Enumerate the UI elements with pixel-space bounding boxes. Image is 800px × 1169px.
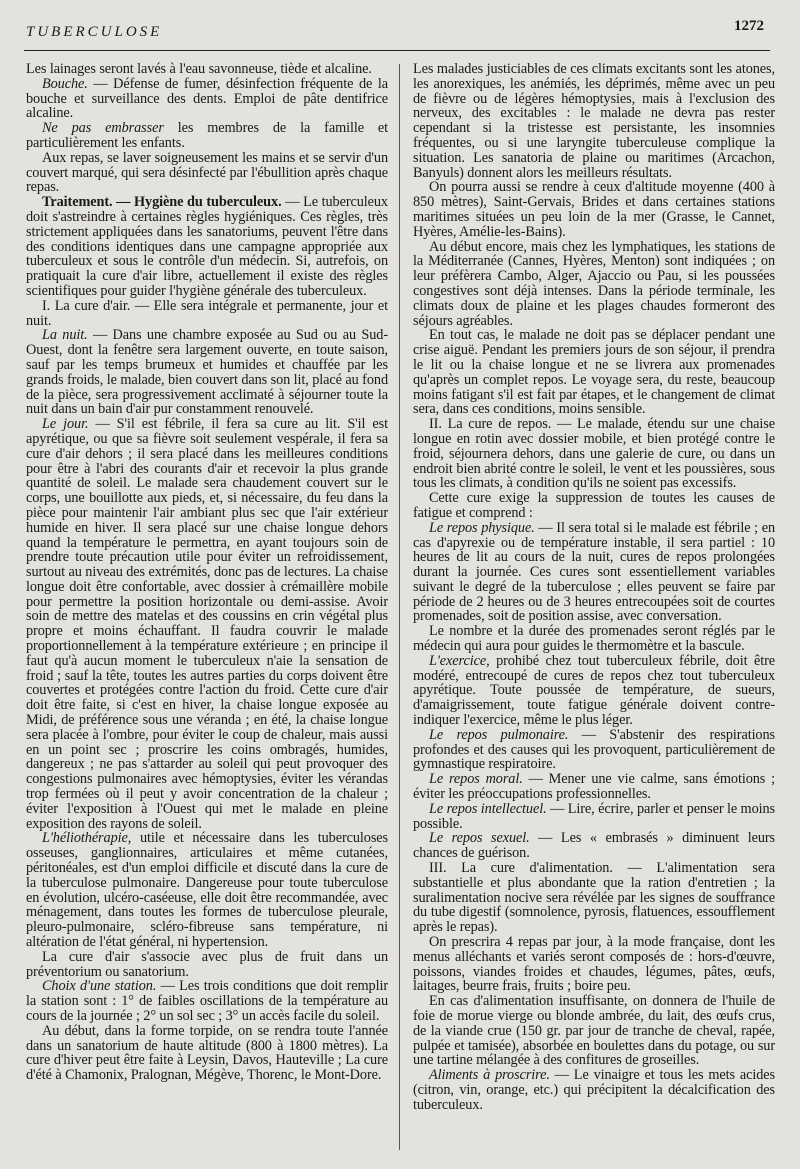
paragraph-lead: Choix d'une station. xyxy=(42,978,157,995)
paragraph-text: les membres de la famille et particulièrement les enfants. xyxy=(26,120,388,151)
section-heading: Traitement. — Hygiène du tuberculeux. xyxy=(42,194,282,211)
paragraph-text: I. La cure d'air. — Elle sera intégrale et permanente, jour et nuit. xyxy=(26,297,388,329)
paragraph-lead: L'héliothérapie, xyxy=(42,830,132,847)
paragraph xyxy=(26,62,388,77)
running-head: TUBERCULOSE xyxy=(26,24,163,40)
paragraph-text: — Défense de fumer, désinfection fréquente de la bouche et surveillance des dents. Emploi de pâte dentifrice alcaline. xyxy=(26,75,388,122)
right-column xyxy=(413,62,775,1113)
column-divider xyxy=(399,64,400,1150)
paragraph-text: prohibé chez tout tuberculeux fébrile, doit être modéré, entrecoupé de cures de repos chez tout tuberculeux apyrétique. Toute poussée de température, de sueurs, d'amaigrissement, toute fatigue générale doivent contre-indiquer l'exercice, même le plus léger. xyxy=(413,652,775,729)
paragraph xyxy=(413,654,775,728)
paragraph-lead: Le repos physique. xyxy=(429,519,535,536)
paragraph-text: — Le vinaigre et tous les mets acides (citron, vin, orange, etc.) qui précipitent la décalcification des tuberculeux. xyxy=(413,1067,775,1113)
paragraph-text: — Lire, écrire, parler et penser le moins possible. xyxy=(413,800,775,832)
paragraph-text: — Dans une chambre exposée au Sud ou au Sud-Ouest, dont la fenêtre sera largement ouverte, en toute saison, sauf par les temps brumeux et humides et chauffée par les grands froids, le malade, bien couvert dans son lit, placé au fond de la pièce, sera progressivement acclimaté à séjourner toute la nuit dans un bain d'air pur constamment renouvelé. xyxy=(26,327,388,418)
paragraph-lead: Le jour. xyxy=(42,416,89,433)
paragraph-lead: Le repos pulmonaire. xyxy=(429,726,569,743)
paragraph xyxy=(26,151,388,195)
left-column xyxy=(26,62,388,1083)
paragraph-lead: Le repos moral. xyxy=(429,771,523,788)
paragraph-text: On pourra aussi se rendre à ceux d'altitude moyenne (400 à 850 mètres), Saint-Gervais, Brides et dans certaines stations maritimes situées un peu loin de la mer (Grasse, le Cannet, Hyères, Amélie-les-Bains). xyxy=(413,179,775,240)
paragraph xyxy=(26,1024,388,1083)
paragraph-text: — Les « embrasés » diminuent leurs chances de guérison. xyxy=(413,830,776,862)
paragraph-text: III. La cure d'alimentation. — L'alimentation sera substantielle et plus abondante que la ration d'entretien ; la suralimentation nocive sera révélée par les signes de souffrance du tube digestif (somnolence, pyrosis, flatuences, essoufflement après le repas). xyxy=(413,860,775,936)
paragraph xyxy=(413,240,775,329)
paragraph-text: — S'abstenir des respirations profondes et des causes qui les provoquent, particulièrement de gymnastique respiratoire. xyxy=(413,726,775,773)
paragraph-text: Au début encore, mais chez les lymphatiques, les stations de la Méditerranée (Cannes, Hyères, Menton) sont indiquées ; on leur préfèrera Cambo, Alger, Ajaccio ou Pau, si les poussées congestives sont déjà intenses. Dans la période terminale, les climats doux de plaine et les plages chaudes formeront des séjours agréables. xyxy=(413,238,775,329)
paragraph xyxy=(26,121,388,151)
paragraph-lead: L'exercice, xyxy=(429,652,490,669)
paragraph xyxy=(26,195,388,299)
paragraph-text: Au début, dans la forme torpide, on se rendra toute l'année dans un sanatorium de haute altitude (800 à 1800 mètres). La cure d'hiver peut être faite à Leysin, Davos, Hauteville ; La cure d'été à Chamonix, Pralognan, Mégève, Thorenc, le Mont-Dore. xyxy=(26,1022,388,1084)
paragraph xyxy=(26,950,388,980)
paragraph-lead: La nuit. xyxy=(42,327,88,344)
paragraph xyxy=(413,62,775,180)
paragraph-text: Les lainages seront lavés à l'eau savonneuse, tiède et alcaline. xyxy=(26,61,372,77)
paragraph xyxy=(413,521,775,625)
paragraph-lead: Le repos sexuel. xyxy=(429,830,530,847)
paragraph xyxy=(413,417,775,491)
paragraph xyxy=(413,935,775,994)
paragraph xyxy=(413,328,775,417)
paragraph xyxy=(413,802,775,832)
paragraph-text: En cas d'alimentation insuffisante, on donnera de l'huile de foie de morue vierge ou blonde ambrée, du lait, des œufs crus, de la viande crue (150 gr. par jour de tranche de cheval, rapée, pulpée et tamisée), absorbée en boulettes dans du potage, ou sur une tartine mélangée à des confitures de groseilles. xyxy=(413,993,775,1069)
paragraph xyxy=(26,979,388,1023)
paragraph-text: — Mener une vie calme, sans émotions ; éviter les préoccupations professionnelles. xyxy=(413,771,775,803)
paragraph xyxy=(413,994,775,1068)
paragraph xyxy=(413,1068,775,1112)
paragraph xyxy=(26,417,388,831)
paragraph xyxy=(413,624,775,654)
paragraph-text: — Il sera total si le malade est fébrile ; en cas d'apyrexie ou de température instable, il sera partiel : 10 heures de lit au cours de la nuit, cures de repos prolongées durant la journée. Ces cures sont essentiellement variables suivant le degré de la tuberculose ; elles peuvent se faire par période de 2 heures ou de 3 heures entrecoupées soit de courtes promenades, soit de position assise, avec conversation. xyxy=(413,519,776,625)
paragraph xyxy=(26,831,388,949)
paragraph-text: II. La cure de repos. — Le malade, étendu sur une chaise longue en rotin avec dossier mobile, et bien protégé contre le froid, séjournera dehors, dans une galerie de cure, ou dans un endroit bien abrité contre le soleil, le vent et les poussières, sous tous les climats, à condition qu'ils ne soient pas excessifs. xyxy=(413,416,775,492)
paragraph-text: Cette cure exige la suppression de toutes les causes de fatigue et comprend : xyxy=(413,490,775,521)
paragraph xyxy=(413,728,775,772)
paragraph-text: — S'il est fébrile, il fera sa cure au lit. S'il est apyrétique, ou que sa fièvre soit seulement vespérale, il fera sa cure d'air dehors ; il sera placé dans les meilleures conditions pour être à l'abri des courants d'air et recevoir la plus grande quantité de soleil. Le malade sera chaudement couvert sur le corps, une bouillotte aux pieds, et, si nécessaire, du feu dans la pièce pour maintenir l'air ambiant plus sec que l'air extérieur humide en hiver. Il sera placé sur une chaise longue dehors quand la température le permettra, en ayant toujours soin de prendre toute précaution utile pour éviter un refroidissement, surtout au niveau des extrémités, donc pas de lectures. La chaise longue doit être confortable, avec dossier à crémaillère mobile pour permettre la position horizontale ou demi-assise. Avoir soin de mettre des matelas et des coussins en crin végétal plus propre et moins échauffant. Il faudra couvrir le malade proportionnellement à la température extérieure ; en principe il faut qu'à aucun moment le tuberculeux n'aie la sensation de froid ; sauf la tête, toutes les autres parties du corps doivent être couvertes et protégées contre l'action du froid. Cette cure d'air doit être faite, si c'est en hiver, la chaise longue exposée au Midi, de préférence sous une véranda ; en été, la chaise longue sera placée à l'ombre, pour éviter le coup de chaleur, mais aussi en un point sec ; proscrire les coins ombragés, humides, dangereux ; ne pas s'attarder au soleil qui peut provoquer des congestions pulmonaires avec hémoptysies, éviter les vérandas trop fermées où il peut y avoir concentration de la chaleur ; éviter l'exposition à l'Ouest qui met le malade en pleine exposition des rayons de soleil. xyxy=(26,416,388,832)
paragraph-lead: Ne pas embrasser xyxy=(42,120,164,137)
paragraph xyxy=(413,772,775,802)
paragraph xyxy=(26,299,388,329)
paragraph xyxy=(413,861,775,935)
paragraph-text: — Le tuberculeux doit s'astreindre à certaines règles hygiéniques. Ces règles, très strictement appliquées dans les sanatoriums, peuvent l'être dans des conditions identiques dans une campagne appropriée aux tuberculeux et sous le contrôle d'un médecin. Si, autrefois, on pratiquait la cure d'air libre, actuellement il existe des règles scientifiques pour guider l'hygiène générale des tuberculeux. xyxy=(26,194,388,299)
paragraph-text: — Les trois conditions que doit remplir la station sont : 1° de faibles oscillations de la température au cours de la journée ; 2° un sol sec ; 3° un accès facile du soleil. xyxy=(26,978,388,1024)
paragraph-lead: Aliments à proscrire. xyxy=(429,1067,550,1084)
paragraph xyxy=(413,491,775,521)
page-number: 1272 xyxy=(734,18,764,34)
paragraph-text: Le nombre et la durée des promenades seront réglés par le médecin qui aura pour guides le thermomètre et la bascule. xyxy=(413,623,775,655)
paragraph-text: La cure d'air s'associe avec plus de fruit dans un préventorium ou sanatorium. xyxy=(26,948,388,980)
paragraph-text: On prescrira 4 repas par jour, à la mode française, dont les menus alléchants et variés seront composés de : hors-d'œuvre, poissons, viandes froides et chaudes, légumes, pâtes, œufs, laitages, beurre frais, fruits ; boire peu. xyxy=(413,934,775,995)
paragraph xyxy=(26,328,388,417)
paragraph-text: Les malades justiciables de ces climats excitants sont les atones, les anorexiques, les anémiés, les déprimés, même avec un peu de fièvre ou de légères hémoptysies, mais à l'exclusion des nerveux, des excitables : le malade ne devra pas rester cependant si la tristesse est persistante, les insomnies fréquentes, ou si une laryngite tuberculeuse complique la situation. Les sanatoria de plaine ou maritimes (Arcachon, Banyuls) donnent alors les meilleurs résultats. xyxy=(413,61,775,181)
paragraph-text: Aux repas, se laver soigneusement les mains et se servir d'un couvert marqué, qui sera désinfecté par l'ébullition après chaque repas. xyxy=(26,149,388,196)
paragraph-text: En tout cas, le malade ne doit pas se déplacer pendant une crise aiguë. Pendant les premiers jours de son séjour, il prendra le lit ou la chaise longue et ne se livrera aux promenades qu'après un complet repos. Le voyage sera, du reste, beaucoup moins fatigant s'il est fait par étapes, et le changement de climat sera, dans ces conditions, moins sensible. xyxy=(413,327,775,418)
paragraph xyxy=(26,77,388,121)
paragraph xyxy=(413,831,775,861)
paragraph-lead: Le repos intellectuel. xyxy=(429,800,547,817)
paragraph xyxy=(413,180,775,239)
header-rule xyxy=(24,50,770,51)
paragraph-lead: Bouche. xyxy=(42,75,88,92)
paragraph-text: utile et nécessaire dans les tuberculoses osseuses, ganglionnaires, articulaires et même cutanées, péritonéales, est d'un emploi difficile et discuté dans la cure de la tuberculose pulmonaire. Dangereuse pour toute tuberculose en évolution, ulcéro-caséeuse, elle doit être recommandée, avec ménagement, dans toutes les formes de tuberculose pleurale, pleuro-pulmonaire, scléro-fibreuse sans température, ni altération de l'état général, ni hypertension. xyxy=(26,830,388,951)
